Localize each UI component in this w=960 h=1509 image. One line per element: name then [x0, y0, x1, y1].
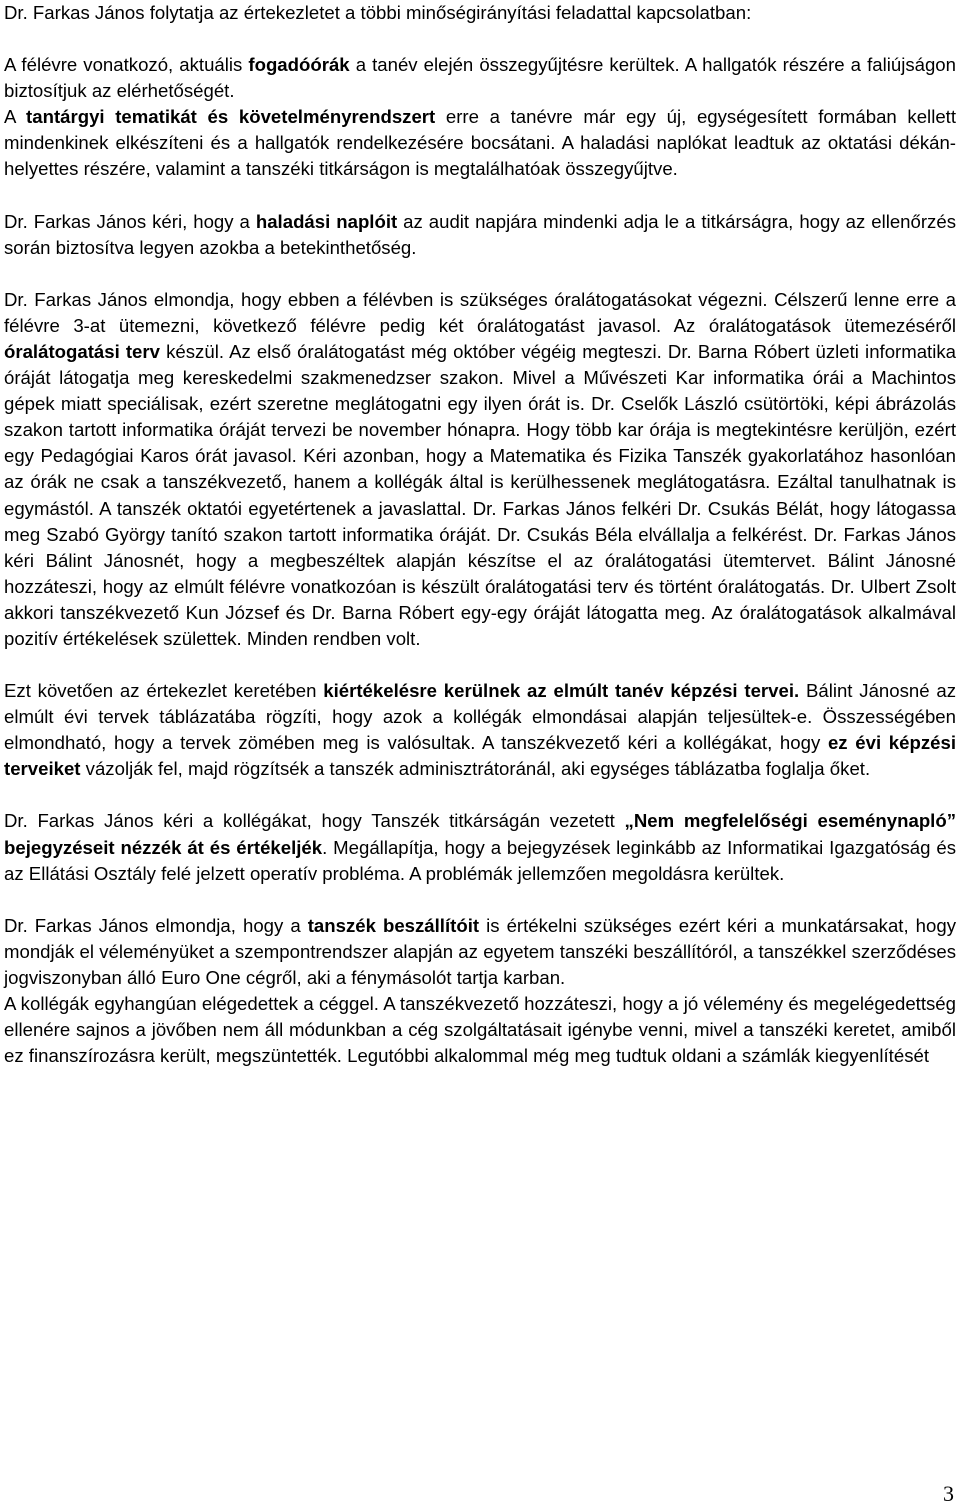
bold-text-run: óralátogatási terv: [4, 340, 160, 362]
text-run: A kollégák egyhangúan elégedettek a céggel. A tanszékvezető hozzáteszi, hogy a jó vélemény és megelégedettség ellenére sajnos a jövőben nem áll módunkban a cég szolgáltatásait igénybe venni, mivel a tanszéki keretet, amiből ez finanszírozásra került, megszüntették. Legutóbbi alkalommal még meg tudtuk oldani a számlák kiegyenlítését: [4, 993, 956, 1067]
text-run: Dr. Farkas János elmondja, hogy ebben a félévben is szükséges óralátogatásokat végezni. Célszerű lenne erre a félévre 3-at ütemezni, következő félévre pedig két óralátogatást javasol. Az óralátogatások ütemezéséről: [4, 288, 956, 336]
paragraph-gap: [4, 261, 956, 287]
paragraph-office-hours: [4, 52, 956, 104]
paragraph-gap: [4, 26, 956, 52]
bold-text-run: ez évi képzési terveiket: [4, 732, 956, 780]
paragraph-gap: [4, 652, 956, 678]
text-run: A félévre vonatkozó, aktuális: [4, 54, 249, 76]
text-run: vázolják fel, majd rögzítsék a tanszék adminisztrátoránál, aki egységes táblázatba foglalja őket.: [80, 758, 871, 780]
text-run: . Megállapítja, hogy a bejegyzések leginkább az Informatikai Igazgatóság és az Ellátási Osztály felé jelzett operatív probléma. A problémák jellemzően megoldásra kerültek.: [4, 836, 956, 884]
paragraph-intro: [4, 0, 956, 26]
paragraph-gap: [4, 887, 956, 913]
paragraph-event-log: [4, 808, 956, 886]
bold-text-run: tanszék beszállítóit: [307, 914, 480, 936]
paragraph-syllabus: [4, 104, 956, 182]
text-run: készül. Az első óralátogatást még október végéig megteszi. Dr. Barna Róbert üzleti informatika óráját látogatja meg kereskedelmi szakmenedzser szakon. Mivel a Művészeti Kar informatika órái a Machintos gépek miatt speciálisak, ezért szeretne meglátogatni egy ilyen órát is. Dr. Cselők László csütörtöki, képi ábrázolás szakon tartott informatika óráját tervezi be november hónapra. Hogy több kar órája is megtekintésre kerüljön, ezért egy Pedagógiai Karos órát javasol. Kéri azonban, hogy a Matematika és Fizika Tanszék gyakorlatához hasonlóan az órák ne csak a tanszékvezető, hanem a kollégák által is kerülhessenek meglátogatásra. Ezáltal tanulhatnak is egymástól. A tanszék oktatói egyetértenek a javaslattal. Dr. Farkas János felkéri Dr. Csukás Bélát, hogy látogassa meg Szabó György tanító szakon tartott informatika óráját. Dr. Csukás Béla elvállalja a felkérést. Dr. Farkas János kéri Bálint Jánosnét, hogy a megbeszéltek alapján készítse el az óralátogatási ütemtervet. Bálint Jánosné hozzáteszi, hogy az elmúlt félévre vonatkozóan is készült óralátogatási terv és történt óralátogatás. Dr. Ulbert Zsolt akkori tanszékvezető Kun József és Dr. Barna Róbert egy-egy óráját látogatta meg. Az óralátogatások alkalmával pozitív értékelések születtek. Minden rendben volt.: [4, 340, 956, 649]
text-run: is értékelni szükséges ezért kéri a munkatársakat, hogy mondják el véleményüket a szempontrendszer alapján az egyetem tanszéki beszállítóról, a tanszékkel szerződéses jogviszonyban álló Euro One cégről, aki a fénymásolót tartja karban.: [4, 914, 956, 988]
bold-text-run: tantárgyi tematikát és követelményrendszert: [26, 106, 436, 128]
paragraph-progress-logs: [4, 209, 956, 261]
paragraph-gap: [4, 183, 956, 209]
paragraph-training-plans: [4, 678, 956, 782]
text-run: Ezt követően az értekezlet keretében: [4, 680, 324, 702]
bold-text-run: haladási naplóit: [255, 210, 398, 232]
text-run: az audit napjára mindenki adja le a titkárságra, hogy az ellenőrzés során biztosítva legyen azokba a betekinthetőség.: [4, 210, 956, 258]
text-run: a tanév elején összegyűjtésre kerültek. A hallgatók részére a faliújságon biztosítjuk az elérhetőségét.: [4, 54, 956, 102]
text-run: Dr. Farkas János kéri a kollégákat, hogy Tanszék titkárságán vezetett: [4, 810, 625, 832]
text-run: Bálint Jánosné az elmúlt évi tervek táblázatába rögzíti, hogy azok a kollégák elmondásai alapján teljesültek-e. Összességében elmondható, hogy a tervek zömében meg is valósultak. A tanszékvezető kéri a kollégákat, hogy: [4, 680, 957, 754]
text-run: erre a tanévre már egy új, egységesített formában kellett mindenkinek elkészíteni és a hallgatók rendelkezésére bocsátani. A haladási naplókat leadtuk az oktatási dékán-helyettes részére, valamint a tanszéki titkárságon is megtalálhatóak összegyűjtve.: [4, 106, 956, 180]
page-number: 3: [943, 1481, 954, 1506]
intro-text: Dr. Farkas János folytatja az értekezletet a többi minőségirányítási feladattal kapcsolatban:: [4, 2, 752, 23]
text-run: Dr. Farkas János kéri, hogy a: [4, 210, 256, 232]
text-run: Dr. Farkas János elmondja, hogy a: [4, 914, 308, 936]
bold-text-run: „Nem megfelelőségi eseménynapló” bejegyzéseit nézzék át és értékeljék: [4, 810, 956, 858]
paragraph-suppliers: [4, 913, 956, 991]
bold-text-run: fogadóórák: [248, 54, 350, 76]
bold-text-run: kiértékelésre kerülnek az elmúlt tanév képzési tervei.: [323, 680, 800, 702]
paragraph-class-visits: [4, 287, 956, 652]
paragraph-gap: [4, 782, 956, 808]
text-run: A: [4, 106, 27, 128]
paragraph-supplier-feedback: [4, 991, 956, 1069]
